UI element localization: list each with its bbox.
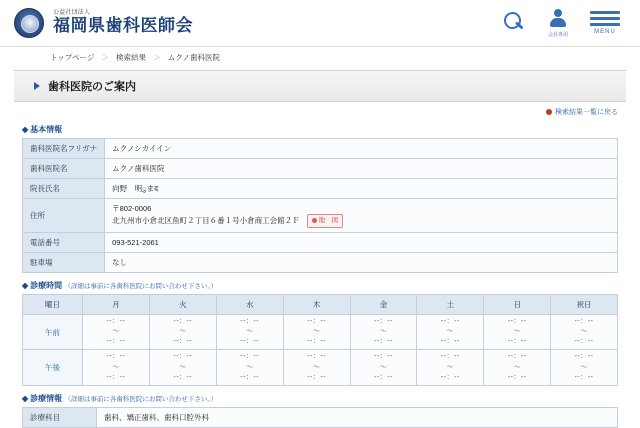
diamond-icon: ◆ <box>22 125 29 134</box>
menu-label: MENU <box>594 29 616 35</box>
address-line-wrap <box>112 214 610 228</box>
table-row <box>23 139 618 159</box>
hours-row-afternoon <box>23 350 618 385</box>
organization-type: 公益社団法人 <box>53 9 91 16</box>
hours-cell: --：-- ～ --：-- <box>283 315 350 350</box>
row-label-departments: 診療科目 <box>23 407 97 427</box>
row-label-clinic-name: 歯科医院名 <box>23 159 105 179</box>
back-to-results-label: 検索結果一覧に戻る <box>555 109 618 116</box>
back-to-results-link[interactable] <box>546 109 618 116</box>
menu-button[interactable] <box>590 11 620 35</box>
hours-col-thu: 木 <box>283 295 350 315</box>
hours-cell: --：-- ～ --：-- <box>417 350 484 385</box>
breadcrumb-separator: ＞ <box>101 53 109 62</box>
breadcrumb-separator: ＞ <box>153 53 161 62</box>
row-label-parking: 駐車場 <box>23 253 105 273</box>
hours-cell: --：-- ～ --：-- <box>484 315 551 350</box>
hours-cell: --：-- ～ --：-- <box>484 350 551 385</box>
hours-row-label-afternoon: 午後 <box>23 350 83 385</box>
hours-cell: --：-- ～ --：-- <box>216 350 283 385</box>
hours-section <box>22 280 618 386</box>
row-value-kana: ムクノシカイイン <box>105 139 618 159</box>
member-login-button[interactable] <box>548 9 568 38</box>
hours-row-label-morning: 午前 <box>23 315 83 350</box>
hours-col-mon: 月 <box>83 295 150 315</box>
hours-col-wed: 水 <box>216 295 283 315</box>
row-value-address <box>105 199 618 233</box>
diamond-icon: ◆ <box>22 281 29 290</box>
hours-cell: --：-- ～ --：-- <box>283 350 350 385</box>
breadcrumb <box>0 46 640 68</box>
row-label-address: 住所 <box>23 199 105 233</box>
organization-logo-icon <box>14 8 44 38</box>
bullet-icon <box>546 109 552 115</box>
row-label-kana: 歯科医院名フリガナ <box>23 139 105 159</box>
hours-cell: --：-- ～ --：-- <box>83 350 150 385</box>
hours-cell: --：-- ～ --：-- <box>83 315 150 350</box>
hours-cell: --：-- ～ --：-- <box>216 315 283 350</box>
treatment-note: （詳細は事前に各歯科医院にお問い合わせ下さい。） <box>64 395 218 403</box>
row-value-departments: 歯科、矯正歯科、歯科口腔外科 <box>97 407 618 427</box>
breadcrumb-item-current: ムクノ歯科医院 <box>167 53 221 62</box>
row-value-clinic-name: ムクノ歯科医院 <box>105 159 618 179</box>
hours-col-holiday: 祝日 <box>551 295 618 315</box>
hours-cell: --：-- ～ --：-- <box>417 315 484 350</box>
hours-col-tue: 火 <box>149 295 216 315</box>
person-icon <box>549 9 567 29</box>
basic-info-heading <box>22 124 618 135</box>
map-pin-icon <box>312 218 317 223</box>
row-value-tel: 093-521-2061 <box>105 233 618 253</box>
table-row <box>23 159 618 179</box>
map-button-label: 地 図 <box>318 217 339 225</box>
hours-cell: --：-- ～ --：-- <box>149 350 216 385</box>
map-button[interactable] <box>307 214 344 228</box>
header-actions <box>502 9 626 38</box>
hours-row-morning <box>23 315 618 350</box>
hours-header-row <box>23 295 618 315</box>
member-login-label: 会員専用 <box>547 31 568 38</box>
treatment-info-section <box>22 393 618 428</box>
basic-info-heading-label: 基本情報 <box>30 125 63 134</box>
treatment-heading <box>22 393 618 404</box>
table-row <box>23 233 618 253</box>
hours-heading <box>22 280 618 291</box>
treatment-table <box>22 407 618 428</box>
table-row <box>23 407 618 427</box>
hours-cell: --：-- ～ --：-- <box>350 350 417 385</box>
table-row <box>23 179 618 199</box>
basic-info-table <box>22 138 618 273</box>
table-row-address <box>23 199 618 233</box>
row-label-director: 院長氏名 <box>23 179 105 199</box>
hours-table <box>22 294 618 386</box>
search-button[interactable] <box>502 11 526 35</box>
back-link-row <box>0 102 640 120</box>
hamburger-icon <box>590 11 620 26</box>
basic-info-section <box>22 124 618 273</box>
hours-col-sat: 土 <box>417 295 484 315</box>
row-value-parking: なし <box>105 253 618 273</box>
search-icon <box>502 11 526 35</box>
breadcrumb-item-results[interactable]: 検索結果 <box>116 53 147 62</box>
hours-note: （詳細は事前に各歯科医院にお問い合わせ下さい。） <box>64 283 218 290</box>
page-title: 歯科医院のご案内 <box>14 70 626 102</box>
address-line: 北九州市小倉北区魚町２丁目６番１号小倉商工会館２Ｆ <box>112 216 300 226</box>
organization-name: 福岡県歯科医師会 <box>53 16 193 36</box>
breadcrumb-item-top[interactable]: トップページ <box>50 53 95 62</box>
hours-cell: --：-- ～ --：-- <box>551 315 618 350</box>
diamond-icon: ◆ <box>22 393 29 403</box>
hours-col-dayofweek: 曜日 <box>23 295 83 315</box>
row-value-director: 向野 明ुまद <box>105 179 618 199</box>
hours-heading-label: 診療時間 <box>30 281 63 290</box>
table-row <box>23 253 618 273</box>
row-label-tel: 電話番号 <box>23 233 105 253</box>
hours-cell: --：-- ～ --：-- <box>350 315 417 350</box>
hours-cell: --：-- ～ --：-- <box>551 350 618 385</box>
address-postal: 〒802-0006 <box>112 204 152 213</box>
treatment-heading-label: 診療情報 <box>30 393 63 403</box>
site-title-block <box>53 10 193 36</box>
hours-cell: --：-- ～ --：-- <box>149 315 216 350</box>
hours-col-sun: 日 <box>484 295 551 315</box>
hours-col-fri: 金 <box>350 295 417 315</box>
site-header <box>0 0 640 46</box>
